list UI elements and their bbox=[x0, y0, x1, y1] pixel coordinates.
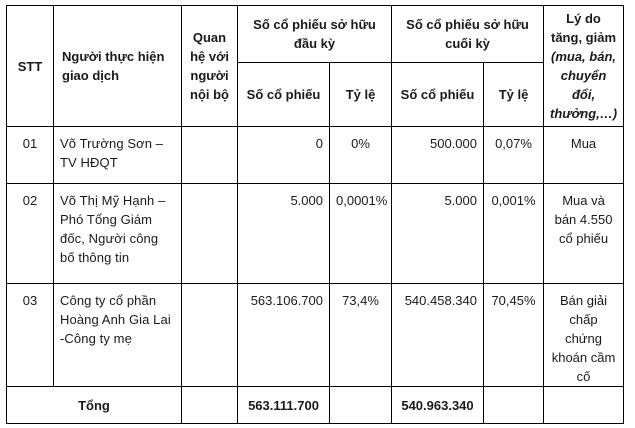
cell-reason: Bán giải chấp chứng khoán cầm cố bbox=[544, 284, 624, 387]
cell-person: Võ Thị Mỹ Hạnh – Phó Tổng Giám đốc, Người công bố thông tin bbox=[54, 184, 182, 284]
cell-person: Công ty cổ phần Hoàng Anh Gia Lai -Công ty mẹ bbox=[54, 284, 182, 387]
cell-ratio-begin: 0,0001% bbox=[330, 184, 392, 284]
cell-stt: 02 bbox=[7, 184, 54, 284]
total-label: Tổng bbox=[7, 387, 182, 424]
shareholding-table bbox=[6, 5, 624, 424]
cell-ratio-begin: 0% bbox=[330, 127, 392, 184]
header-ratio-begin: Tỷ lệ bbox=[330, 63, 392, 127]
header-person: Người thực hiện giao dịch bbox=[54, 6, 182, 127]
cell-count-end: 500.000 bbox=[392, 127, 484, 184]
header-row-1 bbox=[7, 6, 624, 63]
cell-ratio-end: 70,45% bbox=[484, 284, 544, 387]
table-row bbox=[7, 184, 624, 284]
header-reason-bold: Lý do tăng, giảm bbox=[551, 11, 617, 45]
cell-count-begin: 563.106.700 bbox=[238, 284, 330, 387]
cell-relation bbox=[182, 184, 238, 284]
cell-relation bbox=[182, 127, 238, 184]
total-ratio-begin bbox=[330, 387, 392, 424]
cell-count-begin: 0 bbox=[238, 127, 330, 184]
header-relation: Quan hệ với người nội bộ bbox=[182, 6, 238, 127]
cell-ratio-end: 0,001% bbox=[484, 184, 544, 284]
header-reason bbox=[544, 6, 624, 127]
cell-count-end: 5.000 bbox=[392, 184, 484, 284]
cell-reason: Mua và bán 4.550 cổ phiếu bbox=[544, 184, 624, 284]
header-stt: STT bbox=[7, 6, 54, 127]
table-row bbox=[7, 127, 624, 184]
cell-person: Võ Trường Sơn – TV HĐQT bbox=[54, 127, 182, 184]
total-count-begin: 563.111.700 bbox=[238, 387, 330, 424]
total-count-end: 540.963.340 bbox=[392, 387, 484, 424]
cell-count-begin: 5.000 bbox=[238, 184, 330, 284]
cell-count-end: 540.458.340 bbox=[392, 284, 484, 387]
header-reason-italic: (mua, bán, chuyển đổi, thưởng,…) bbox=[550, 49, 618, 121]
cell-reason: Mua bbox=[544, 127, 624, 184]
header-count-begin: Số cổ phiếu bbox=[238, 63, 330, 127]
total-ratio-end bbox=[484, 387, 544, 424]
cell-stt: 01 bbox=[7, 127, 54, 184]
header-shares-begin: Số cổ phiếu sở hữu đầu kỳ bbox=[238, 6, 392, 63]
header-count-end: Số cổ phiếu bbox=[392, 63, 484, 127]
cell-stt: 03 bbox=[7, 284, 54, 387]
cell-relation bbox=[182, 284, 238, 387]
header-shares-end: Số cổ phiếu sở hữu cuối kỳ bbox=[392, 6, 544, 63]
cell-ratio-begin: 73,4% bbox=[330, 284, 392, 387]
total-row bbox=[7, 387, 624, 424]
header-ratio-end: Tỷ lệ bbox=[484, 63, 544, 127]
cell-ratio-end: 0,07% bbox=[484, 127, 544, 184]
table-row bbox=[7, 284, 624, 387]
total-reason bbox=[544, 387, 624, 424]
total-relation bbox=[182, 387, 238, 424]
